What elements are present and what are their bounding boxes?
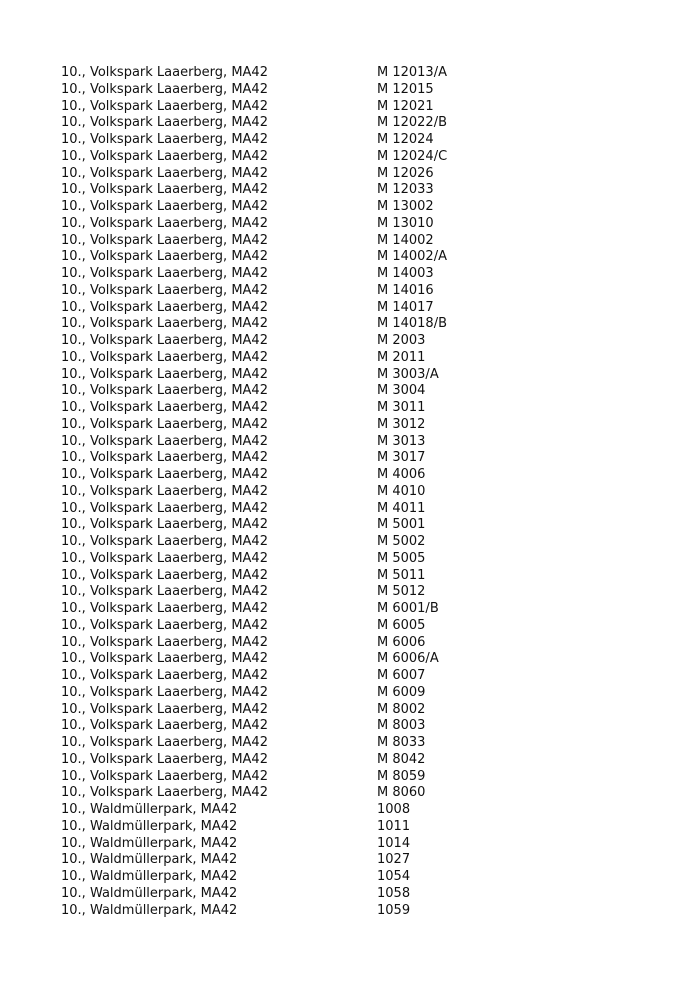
item-code: M 5001 [377,517,426,533]
item-code: M 14002/A [377,249,447,265]
item-code: M 12033 [377,182,434,198]
item-code: 1027 [377,852,411,868]
list-item [61,584,661,601]
list-item [61,802,661,819]
list-item [61,115,661,132]
item-code: M 14018/B [377,316,448,332]
location-text: 10., Volkspark Laaerberg, MA42 [61,366,268,382]
list-item [61,886,661,903]
list-item [61,417,661,434]
item-code: M 2011 [377,349,426,365]
location-text: 10., Volkspark Laaerberg, MA42 [61,148,268,164]
list-item [61,182,661,199]
list-item [61,651,661,668]
item-code: M 3004 [377,383,426,399]
list-item [61,467,661,484]
item-code: M 14002 [377,232,434,248]
list-item [61,685,661,702]
location-text: 10., Volkspark Laaerberg, MA42 [61,115,268,131]
location-text: 10., Volkspark Laaerberg, MA42 [61,416,268,432]
item-code: M 3012 [377,416,426,432]
item-code: 1008 [377,802,411,817]
list-item [61,668,661,685]
location-text: 10., Volkspark Laaerberg, MA42 [61,534,268,549]
item-code: M 8060 [377,785,426,801]
item-code: M 3017 [377,450,426,466]
item-code: 1011 [377,818,411,834]
list-item [61,149,661,166]
list-item [61,132,661,149]
list-item [61,434,661,451]
item-code: M 4011 [377,500,426,516]
item-code: M 12015 [377,81,434,97]
item-code: M 2003 [377,333,426,348]
item-code: M 8059 [377,768,426,784]
location-text: 10., Volkspark Laaerberg, MA42 [61,299,268,315]
list-item [61,400,661,417]
location-text: 10., Volkspark Laaerberg, MA42 [61,718,268,734]
list-item [61,450,661,467]
list-item [61,99,661,116]
item-code: M 5011 [377,567,426,583]
location-text: 10., Waldmüllerpark, MA42 [61,869,238,884]
location-text: 10., Waldmüllerpark, MA42 [61,818,238,834]
item-code: M 3013 [377,433,426,449]
list-item [61,819,661,836]
location-text: 10., Volkspark Laaerberg, MA42 [61,668,268,683]
list-item [61,903,661,920]
location-text: 10., Volkspark Laaerberg, MA42 [61,785,268,801]
location-text: 10., Waldmüllerpark, MA42 [61,835,238,851]
item-code: M 14003 [377,266,434,281]
item-code: M 8033 [377,735,426,750]
item-code: M 4006 [377,467,426,482]
location-text: 10., Volkspark Laaerberg, MA42 [61,182,268,198]
list-item [61,283,661,300]
item-code: M 6005 [377,617,426,633]
list-item [61,568,661,585]
location-text: 10., Volkspark Laaerberg, MA42 [61,232,268,248]
list-item [61,785,661,802]
list-item [61,65,661,82]
item-code: M 6007 [377,668,426,683]
list-item [61,199,661,216]
location-text: 10., Volkspark Laaerberg, MA42 [61,282,268,298]
list-item [61,216,661,233]
list-item [61,316,661,333]
location-text: 10., Volkspark Laaerberg, MA42 [61,701,268,717]
location-text: 10., Volkspark Laaerberg, MA42 [61,400,268,415]
item-code: 1014 [377,835,411,851]
list-item [61,166,661,183]
location-text: 10., Volkspark Laaerberg, MA42 [61,165,268,181]
list-item [61,551,661,568]
item-code: M 12022/B [377,115,448,131]
location-text: 10., Volkspark Laaerberg, MA42 [61,751,268,767]
location-text: 10., Volkspark Laaerberg, MA42 [61,768,268,784]
list-item [61,601,661,618]
list-item [61,300,661,317]
item-code: M 8003 [377,718,426,734]
location-text: 10., Waldmüllerpark, MA42 [61,802,238,817]
item-code: M 14017 [377,299,434,315]
item-code: M 8002 [377,701,426,717]
item-code: M 6009 [377,684,426,700]
list-item [61,233,661,250]
item-code: M 3011 [377,400,426,415]
list-item [61,735,661,752]
item-code: M 12013/A [377,65,447,80]
list-item [61,836,661,853]
location-text: 10., Volkspark Laaerberg, MA42 [61,333,268,348]
location-text: 10., Volkspark Laaerberg, MA42 [61,349,268,365]
location-text: 10., Volkspark Laaerberg, MA42 [61,584,268,600]
item-code: M 13010 [377,215,434,231]
location-text: 10., Volkspark Laaerberg, MA42 [61,65,268,80]
location-text: 10., Volkspark Laaerberg, MA42 [61,634,268,650]
list-item [61,249,661,266]
item-code: M 12024/C [377,148,448,164]
item-code: M 12026 [377,165,434,181]
location-text: 10., Waldmüllerpark, MA42 [61,885,238,901]
location-text: 10., Volkspark Laaerberg, MA42 [61,316,268,332]
record-list [61,65,661,919]
item-code: M 6001/B [377,601,439,616]
item-code: M 4010 [377,483,426,499]
location-text: 10., Volkspark Laaerberg, MA42 [61,684,268,700]
item-code: M 14016 [377,282,434,298]
location-text: 10., Volkspark Laaerberg, MA42 [61,517,268,533]
item-code: M 6006/A [377,651,439,667]
list-item [61,484,661,501]
item-code: M 8042 [377,751,426,767]
list-item [61,769,661,786]
location-text: 10., Volkspark Laaerberg, MA42 [61,651,268,667]
list-item [61,266,661,283]
list-item [61,82,661,99]
list-item [61,618,661,635]
item-code: M 13002 [377,199,434,214]
item-code: 1059 [377,902,411,918]
list-item [61,702,661,719]
item-code: 1054 [377,869,411,884]
location-text: 10., Volkspark Laaerberg, MA42 [61,383,268,399]
item-code: M 12024 [377,132,434,147]
list-item [61,367,661,384]
location-text: 10., Waldmüllerpark, MA42 [61,852,238,868]
location-text: 10., Volkspark Laaerberg, MA42 [61,483,268,499]
location-text: 10., Volkspark Laaerberg, MA42 [61,500,268,516]
item-code: M 6006 [377,634,426,650]
location-text: 10., Volkspark Laaerberg, MA42 [61,132,268,147]
location-text: 10., Volkspark Laaerberg, MA42 [61,266,268,281]
item-code: M 5012 [377,584,426,600]
list-item [61,534,661,551]
location-text: 10., Volkspark Laaerberg, MA42 [61,567,268,583]
location-text: 10., Volkspark Laaerberg, MA42 [61,98,268,114]
list-item [61,752,661,769]
location-text: 10., Volkspark Laaerberg, MA42 [61,433,268,449]
list-item [61,718,661,735]
location-text: 10., Volkspark Laaerberg, MA42 [61,81,268,97]
item-code: M 5005 [377,550,426,566]
location-text: 10., Volkspark Laaerberg, MA42 [61,617,268,633]
list-item [61,852,661,869]
location-text: 10., Volkspark Laaerberg, MA42 [61,450,268,466]
location-text: 10., Volkspark Laaerberg, MA42 [61,467,268,482]
location-text: 10., Volkspark Laaerberg, MA42 [61,249,268,265]
location-text: 10., Volkspark Laaerberg, MA42 [61,601,268,616]
list-item [61,635,661,652]
location-text: 10., Volkspark Laaerberg, MA42 [61,735,268,750]
item-code: M 3003/A [377,366,439,382]
list-item [61,350,661,367]
item-code: M 5002 [377,534,426,549]
location-text: 10., Volkspark Laaerberg, MA42 [61,550,268,566]
location-text: 10., Waldmüllerpark, MA42 [61,902,238,918]
location-text: 10., Volkspark Laaerberg, MA42 [61,215,268,231]
location-text: 10., Volkspark Laaerberg, MA42 [61,199,268,214]
item-code: 1058 [377,885,411,901]
item-code: M 12021 [377,98,434,114]
list-item [61,383,661,400]
list-item [61,517,661,534]
list-item [61,501,661,518]
list-item [61,333,661,350]
list-item [61,869,661,886]
